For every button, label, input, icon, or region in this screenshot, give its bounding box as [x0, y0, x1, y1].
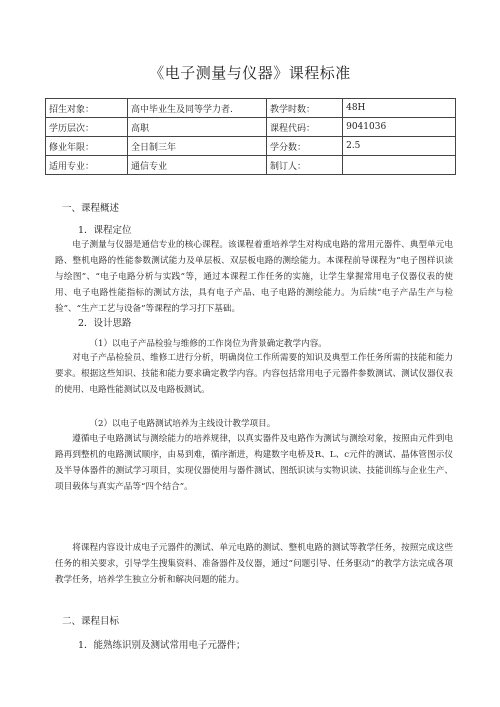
paragraph: 遵循电子电路测试与测绘能力的培养规律，以真实器件及电路作为测试与测绘对象，按照由元件到电路再到整机的电路测试顺序，由易到难，循序渐进，构建数字电桥及R、L、c元件的测试、晶体管图示仪及半导体器件的测试学习项目，实现仪器使用与器件测试、图纸识读与实物识读、技能训练与企业生产、项目载体与真实产品等“四个结合”。	[55, 434, 453, 492]
table-cell: 通信专业	[128, 156, 267, 175]
table-cell: 学历层次：	[46, 118, 128, 137]
section-heading: 二、课程目标	[62, 616, 120, 627]
table-row	[46, 118, 456, 137]
table-cell: 课程代码：	[266, 118, 342, 137]
paragraph: 电子测量与仪器是通信专业的核心课程。该课程着重培养学生对构成电路的常用元器件、典型单元电路、整机电路的性能参数测试能力及单层板、双层板电路的测绘能力。本课程前导课程为“电子图样识读与绘图”、“电子电路分析与实践”等，通过本课程工作任务的实施，让学生掌握常用电子仪器仪表的使用、电子电路性能指标的测试方法，具有电子产品、电子电路的测绘能力。为后续“电子产品生产与检验”、“生产工艺与设备”等课程的学习打下基础。	[55, 240, 453, 314]
table-row	[46, 137, 456, 156]
list-item: （2）以电子电路测试培养为主线设计教学项目。	[89, 419, 276, 429]
subsection-heading: 1．能熟练识别及测试常用电子元器件；	[78, 640, 246, 651]
page-title: 《电子测量与仪器》课程标准	[149, 64, 351, 82]
table-cell: 学分数：	[266, 137, 342, 156]
table-cell	[343, 156, 456, 175]
table-cell: 制订人：	[266, 156, 342, 175]
subsection-heading: 1．课程定位	[78, 225, 132, 236]
table-cell: 适用专业：	[46, 156, 128, 175]
paragraph: 对电子产品检验员、维修工进行分析，明确岗位工作所需要的知识及典型工作任务所需的技能和能力要求。根据这些知识、技能和能力要求确定教学内容。内容包括常用电子元器件参数测试、测试仪器仪表的使用、电路性能测试以及电路板测试。	[55, 353, 453, 395]
table-cell: 48H	[343, 99, 456, 118]
table-cell: 9041036	[343, 118, 456, 137]
table-cell: 2.5	[343, 137, 456, 156]
list-item: （1）以电子产品检验与维修的工作岗位为背景确定教学内容。	[89, 339, 327, 349]
table-cell: 高职	[128, 118, 267, 137]
table-cell: 全日制三年	[128, 137, 267, 156]
course-info-table	[45, 98, 456, 175]
paragraph: 将课程内容设计成电子元器件的测试、单元电路的测试、整机电路的测试等教学任务，按照完成这些任务的相关要求，引导学生搜集资料、准备器件及仪器，通过“问题引导、任务驱动”的教学方法完成各项教学任务，培养学生独立分析和解决问题的能力。	[55, 543, 453, 585]
section-heading: 一、课程概述	[62, 203, 120, 214]
subsection-heading: 2．设计思路	[78, 318, 132, 329]
table-row	[46, 99, 456, 118]
table-cell: 高中毕业生及同等学力者.	[128, 99, 267, 118]
table-cell: 修业年限：	[46, 137, 128, 156]
table-row	[46, 156, 456, 175]
table-cell: 招生对象：	[46, 99, 128, 118]
table-cell: 教学时数：	[266, 99, 342, 118]
